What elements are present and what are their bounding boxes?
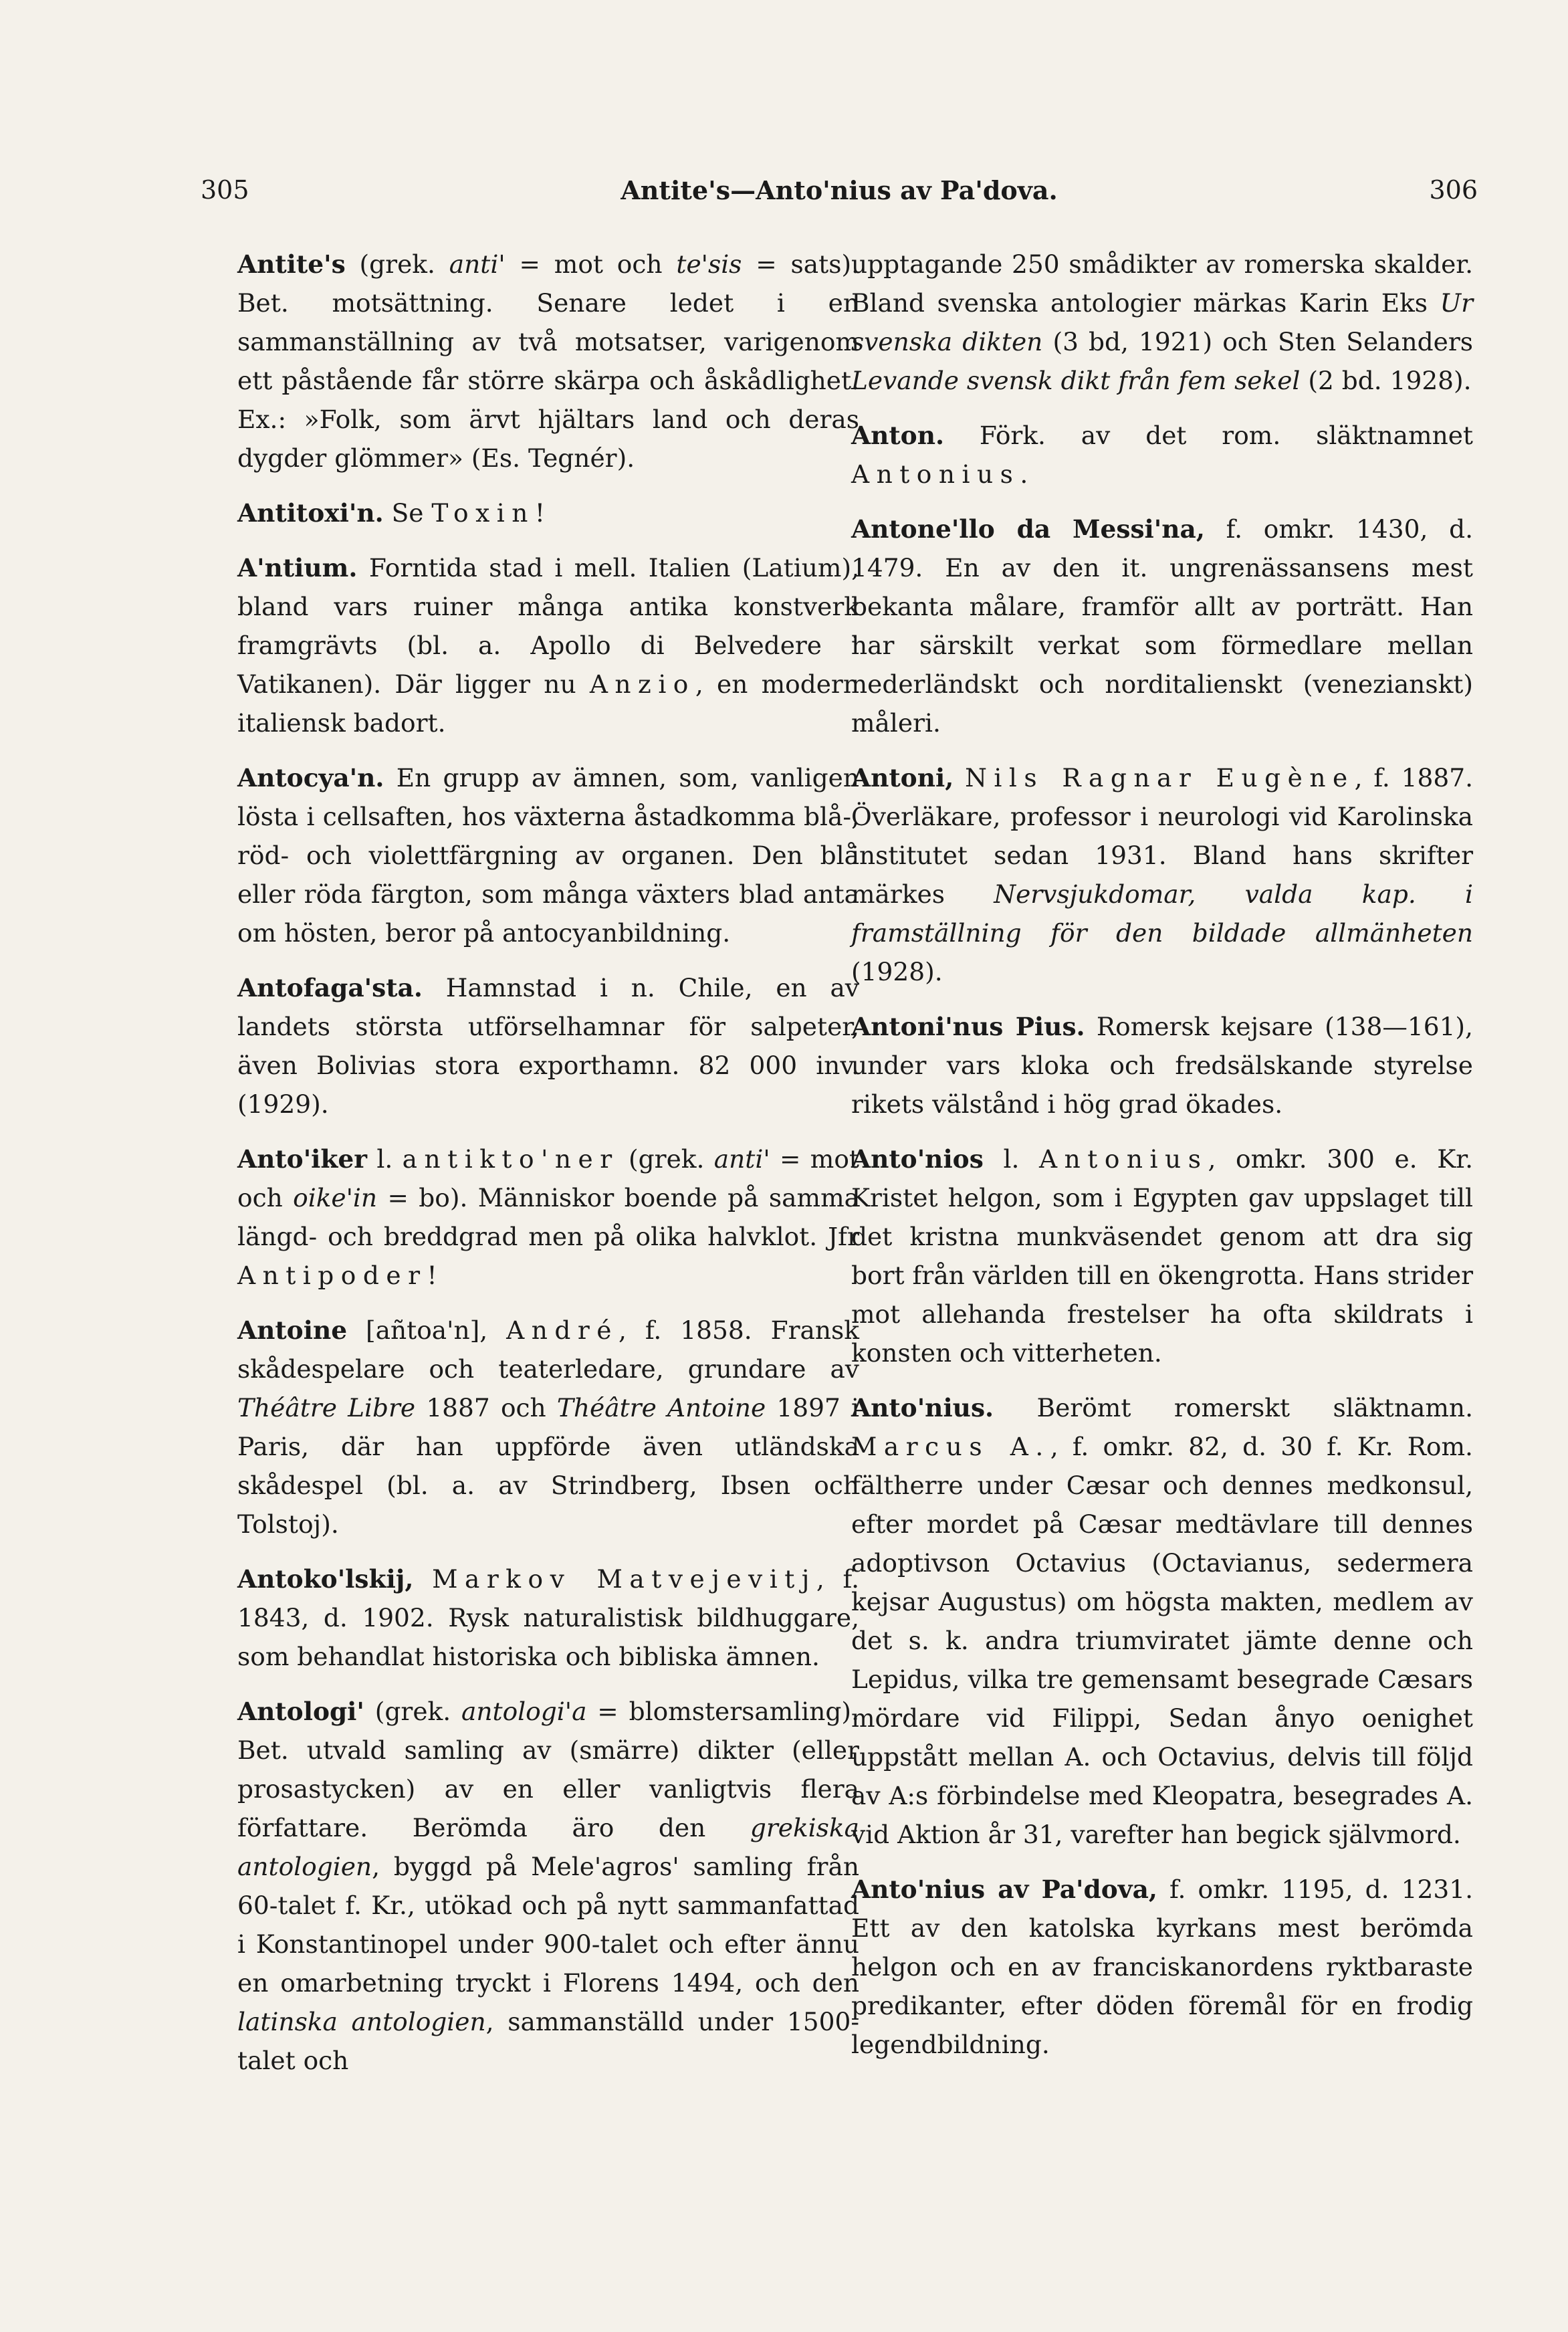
entry-antofagasta: Antofaga'sta. Hamnstad i n. Chile, en av landets största utförselhamnar för salpeter, även Bolivias stora exporthamn. 82 000 inv. (1929). — [237, 973, 859, 1119]
entry-antium: A'ntium. Forntida stad i mell. Italien (Latium), bland vars ruiner många antika konstverk framgrävts (bl. a. Apollo di Belvedere i Vatikanen). Där ligger nu Anzio, en modern italiensk badort. — [237, 553, 859, 738]
entry-antonius: Anto'nius. Berömt romerskt släktnamn. Marcus A., f. omkr. 82, d. 30 f. Kr. Rom. fältherre under Cæsar och dennes medkonsul, efter mordet på Cæsar medtävlare till dennes adoptivson Octavius (Octavianus, sedermera kejsar Augustus) om högsta makten, medlem av det s. k. andra triumviratet jämte denne och Lepidus, vilka tre gemensamt besegrade Cæsars mördare vid Filippi, Sedan ånyo oenighet uppstått mellan A. och Octavius, delvis till följd av A:s förbindelse med Kleopatra, besegrades A. vid Aktion år 31, varefter han begick självmord. — [851, 1393, 1473, 1849]
headword: Anto'nius av Pa'dova, — [851, 1875, 1157, 1904]
entry-antokolskij: Antoko'lskij, Markov Matvejevitj, f. 1843, d. 1902. Rysk naturalistisk bildhuggare, som behandlat historiska och bibliska ämnen. — [237, 1564, 859, 1671]
entry-antoiker: Anto'iker l. antikto'ner (grek. anti' = mot och oike'in = bo). Människor boende på samma längd- och breddgrad men på olika halvklot. Jfr Antipoder! — [237, 1144, 859, 1290]
headword: Antoine — [237, 1315, 348, 1345]
entry-antonios: Anto'nios l. Antonius, omkr. 300 e. Kr. Kristet helgon, som i Egypten gav uppslaget till det kristna munkväsendet genom att dra sig bort från världen till en ökengrotta. Hans strider mot allehanda frestelser ha ofta skildrats i konsten och vitterheten. — [851, 1144, 1473, 1368]
entry-antocyan: Antocya'n. En grupp av ämnen, som, vanligen lösta i cellsaften, hos växterna åstadkomma blå-, röd- och violettfärgning av organen. Den blå eller röda färgton, som många växters blad anta om hösten, beror på antocyanbildning. — [237, 763, 859, 948]
headword: Antone'llo da Messi'na, — [851, 514, 1205, 544]
headword: Antocya'n. — [237, 763, 384, 792]
right-column — [851, 245, 1473, 2080]
entry-antitoxin: Antitoxi'n. Se Toxin! — [237, 498, 545, 528]
headword: A'ntium. — [237, 553, 358, 582]
entry-antologi-continued: upptagande 250 smådikter av romerska skalder. Bland svenska antologier märkas Karin Eks Ur svenska dikten (3 bd, 1921) och Sten Selanders Levande svensk dikt från fem sekel (2 bd. 1928). — [851, 249, 1474, 395]
headword: Anto'iker — [237, 1144, 368, 1174]
headword: Antoni, — [851, 763, 954, 792]
headword: Antitoxi'n. — [237, 498, 384, 528]
entry-antites: Antite's (grek. anti' = mot och te'sis = sats). Bet. motsättning. Senare ledet i en sammanställning av två motsatser, varigenom ett påstående får större skärpa och åskådlighet. Ex.: »Folk, som ärvt hjältars land och deras dygder glömmer» (Es. Tegnér). — [237, 249, 859, 473]
entry-antoni: Antoni, Nils Ragnar Eugène, f. 1887. Överläkare, professor i neurologi vid Karolinska institutet sedan 1931. Bland hans skrifter märkes Nervsjukdomar, valda kap. i framställning för den bildade allmänheten (1928). — [851, 763, 1473, 986]
right-page-number: 306 — [1429, 175, 1478, 205]
headword: Anton. — [851, 421, 945, 450]
entry-antologi: Antologi' (grek. antologi'a = blomstersamling). Bet. utvald samling av (smärre) dikter (eller prosastycken) av en eller vanligtvis flera författare. Berömda äro den grekiska antologien, byggd på Mele'agros' samling från 60-talet f. Kr., utökad och på nytt sammanfattad i Konstantinopel under 900-talet och efter ännu en omarbetning tryckt i Florens 1494, och den latinska antologien, sammanställd under 1500-talet och — [237, 1697, 859, 2075]
headword: Antologi' — [237, 1697, 364, 1726]
headword: Antite's — [237, 249, 346, 279]
headword: Antoni'nus Pius. — [851, 1012, 1085, 1041]
entry-anton: Anton. Förk. av det rom. släktnamnet Antonius. — [851, 421, 1473, 489]
left-page-number: 305 — [201, 175, 249, 205]
entry-antoninus-pius: Antoni'nus Pius. Romersk kejsare (138—161), under vars kloka och fredsälskande styrelse rikets välstånd i hög grad ökades. — [851, 1012, 1473, 1119]
headword: Anto'nios — [851, 1144, 984, 1174]
left-column — [237, 245, 859, 2096]
headword: Antoko'lskij, — [237, 1564, 414, 1594]
entry-antonello: Antone'llo da Messi'na, f. omkr. 1430, d. 1479. En av den it. ungrenässansens mest bekanta målare, framför allt av porträtt. Han har särskilt verkat som förmedlare mellan nederländskt och norditalienskt (venezianskt) måleri. — [851, 514, 1473, 738]
entry-antoine: Antoine [añtoa'n], André, f. 1858. Fransk skådespelare och teaterledare, grundare av Théâtre Libre 1887 och Théâtre Antoine 1897 i Paris, där han uppförde även utländska skådespel (bl. a. av Strindberg, Ibsen och Tolstoj). — [237, 1315, 859, 1539]
running-header — [201, 175, 1478, 215]
headword: Anto'nius. — [851, 1393, 994, 1422]
headword: Antofaga'sta. — [237, 973, 423, 1002]
entry-antonius-av-padova: Anto'nius av Pa'dova, f. omkr. 1195, d. 1231. Ett av den katolska kyrkans mest berömda helgon och en av franciskanordens ryktbaraste predikanter, efter döden föremål för en frodig legendbildning. — [851, 1875, 1473, 2059]
running-title: Antite's—Anto'nius av Pa'dova. — [621, 175, 1058, 205]
